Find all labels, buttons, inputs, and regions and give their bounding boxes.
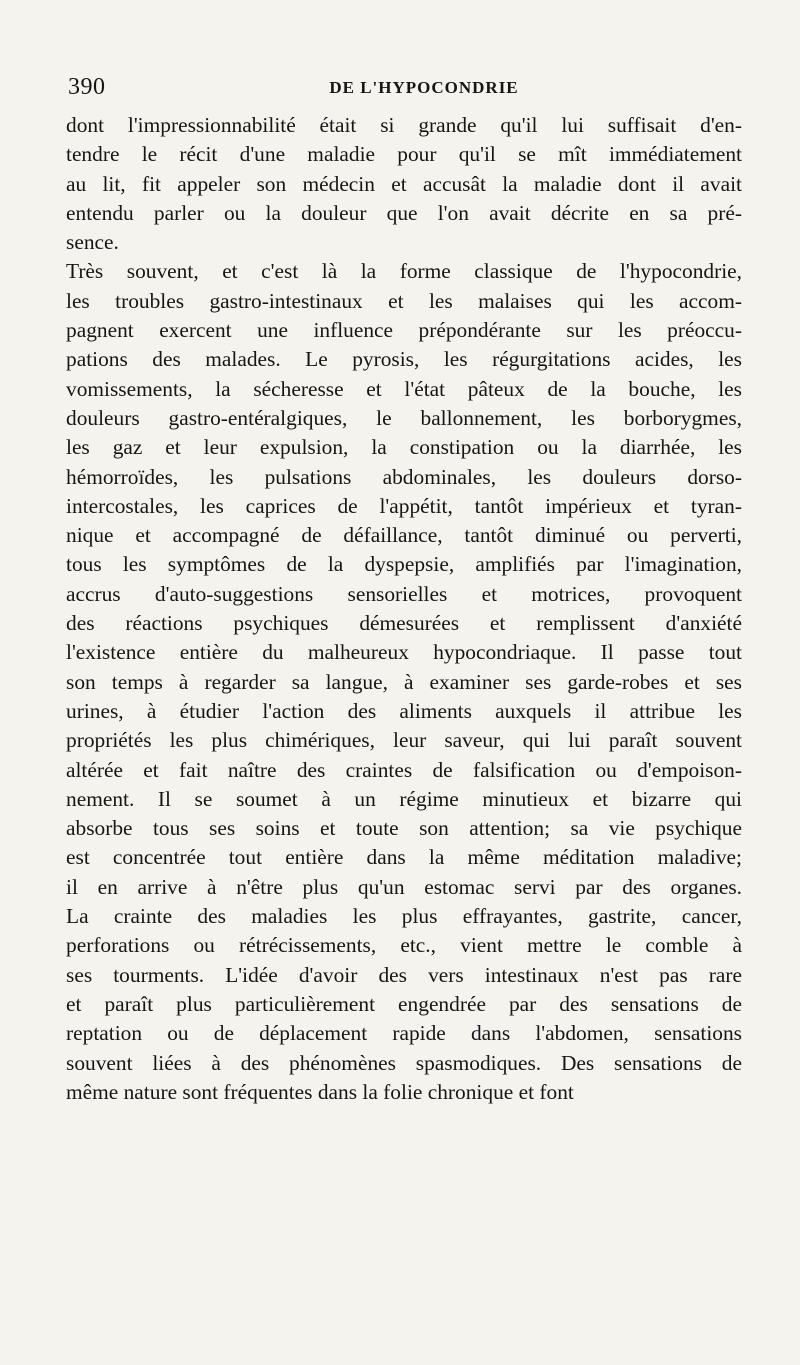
- text-line: des réactions psychiques démesurées et remplissent d'anxiété: [66, 611, 742, 636]
- text-line: accrus d'auto-suggestions sensorielles et motrices, provoquent: [66, 581, 742, 606]
- text-line: entendu parler ou la douleur que l'on avait décrite en sa pré-: [66, 200, 742, 225]
- text-line: au lit, fit appeler son médecin et accusât la maladie dont il avait: [66, 171, 742, 196]
- body-text: [66, 111, 742, 1107]
- text-line: reptation ou de déplacement rapide dans l'abdomen, sensations: [66, 1021, 742, 1046]
- text-line: sence.: [66, 230, 119, 255]
- text-line: nique et accompagné de défaillance, tantôt diminué ou perverti,: [66, 523, 742, 548]
- text-line: absorbe tous ses soins et toute son attention; sa vie psychique: [66, 816, 742, 841]
- text-line: vomissements, la sécheresse et l'état pâteux de la bouche, les: [66, 376, 742, 401]
- text-line: La crainte des maladies les plus effrayantes, gastrite, cancer,: [66, 904, 742, 929]
- text-line: urines, à étudier l'action des aliments auxquels il attribue les: [66, 698, 742, 723]
- text-line: les gaz et leur expulsion, la constipation ou la diarrhée, les: [66, 435, 742, 460]
- text-line: pagnent exercent une influence prépondérante sur les préoccu-: [66, 318, 742, 343]
- text-line: est concentrée tout entière dans la même méditation maladive;: [66, 845, 742, 870]
- page-number: 390: [68, 74, 106, 100]
- text-line: ses tourments. L'idée d'avoir des vers intestinaux n'est pas rare: [66, 962, 742, 987]
- text-line: les troubles gastro-intestinaux et les malaises qui les accom-: [66, 288, 742, 313]
- text-line: l'existence entière du malheureux hypocondriaque. Il passe tout: [66, 640, 742, 665]
- text-line: dont l'impressionnabilité était si grande qu'il lui suffisait d'en-: [66, 113, 742, 137]
- text-line: et paraît plus particulièrement engendrée par des sensations de: [66, 991, 742, 1016]
- text-line: perforations ou rétrécissements, etc., vient mettre le comble à: [66, 933, 742, 958]
- text-line: son temps à regarder sa langue, à examiner ses garde-robes et ses: [66, 669, 742, 694]
- text-line: pations des malades. Le pyrosis, les régurgitations acides, les: [66, 347, 742, 372]
- text-line: souvent liées à des phénomènes spasmodiques. Des sensations de: [66, 1050, 742, 1075]
- text-line: tous les symptômes de la dyspepsie, amplifiés par l'imagination,: [66, 552, 742, 577]
- page-header: [68, 74, 740, 102]
- text-line: intercostales, les caprices de l'appétit, tantôt impérieux et tyran-: [66, 493, 742, 518]
- text-line: propriétés les plus chimériques, leur saveur, qui lui paraît souvent: [66, 728, 742, 753]
- text-line: Très souvent, et c'est là la forme classique de l'hypocondrie,: [66, 259, 742, 284]
- text-line: tendre le récit d'une maladie pour qu'il se mît immédiatement: [66, 142, 742, 167]
- text-line: altérée et fait naître des craintes de falsification ou d'empoison-: [66, 757, 742, 782]
- running-title: DE L'HYPOCONDRIE: [329, 78, 519, 97]
- text-line: hémorroïdes, les pulsations abdominales, les douleurs dorso-: [66, 464, 742, 489]
- text-line: douleurs gastro-entéralgiques, le ballonnement, les borborygmes,: [66, 405, 742, 430]
- text-line: même nature sont fréquentes dans la folie chronique et font: [66, 1079, 574, 1104]
- text-line: nement. Il se soumet à un régime minutieux et bizarre qui: [66, 786, 742, 811]
- text-line: il en arrive à n'être plus qu'un estomac servi par des organes.: [66, 874, 742, 899]
